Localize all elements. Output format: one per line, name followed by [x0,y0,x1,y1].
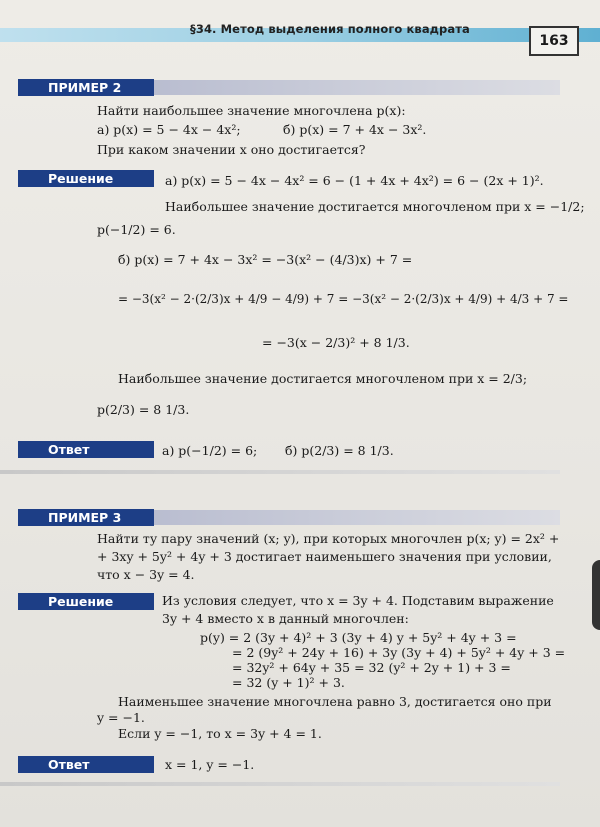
ex3-task-line2: + 3xy + 5y² + 4y + 3 достигает наименьшего значения при условии, [97,549,552,564]
ex2-task-line1: Найти наибольшее значение многочлена p(x): [97,103,406,118]
ex2-answer-b: б) p(2/3) = 8 1/3. [285,443,394,458]
ex2-sol-b-line2: = −3(x² − 2·(2/3)x + 4/9 − 4/9) + 7 = −3(x² − 2·(2/3)x + 4/9) + 4/3 + 7 = [118,292,569,306]
ex2-sol-a-text: Наибольшее значение достигается многочленом при x = −1/2; [165,199,585,214]
ex3-sol-line1: Из условия следует, что x = 3y + 4. Подставим выражение [162,593,554,608]
ex3-concl2: y = −1. [97,710,145,725]
section-divider [0,470,560,474]
ex2-sol-b-value: p(2/3) = 8 1/3. [97,402,190,417]
ex3-concl3: Если y = −1, то x = 3y + 4 = 1. [118,726,322,741]
page-edge-shadow [592,560,600,630]
ex3-eq1: p(y) = 2 (3y + 4)² + 3 (3y + 4) y + 5y² + 4y + 3 = [200,630,517,645]
example-2-label: ПРИМЕР 2 [18,79,154,96]
ex2-sol-b-text: Наибольшее значение достигается многочленом при x = 2/3; [118,371,528,386]
ex3-eq2: = 2 (9y² + 24y + 16) + 3y (3y + 4) + 5y² + 4y + 3 = [232,645,566,660]
ex2-task-line3: При каком значении x оно достигается? [97,142,366,157]
example-3-stripe [150,510,560,525]
ex3-solution-label: Решение [18,593,154,610]
ex2-answer-label: Ответ [18,441,154,458]
ex3-answer-label: Ответ [18,756,154,773]
ex3-task-line3: что x − 3y = 4. [97,567,195,582]
ex3-eq4: = 32 (y + 1)² + 3. [232,675,345,690]
example-3-label: ПРИМЕР 3 [18,509,154,526]
ex3-task-line1: Найти ту пару значений (x; y), при которых многочлен p(x; y) = 2x² + [97,531,560,546]
bottom-divider [0,782,560,786]
ex2-solution-label: Решение [18,170,154,187]
ex3-eq3: = 32y² + 64y + 35 = 32 (y² + 2y + 1) + 3 = [232,660,511,675]
ex3-concl1: Наименьшее значение многочлена равно 3, достигается оно при [118,694,552,709]
page-number: 163 [529,26,579,56]
ex2-sol-b-line1: б) p(x) = 7 + 4x − 3x² = −3(x² − (4/3)x) + 7 = [118,252,413,267]
ex2-sol-a-line: а) p(x) = 5 − 4x − 4x² = 6 − (1 + 4x + 4x²) = 6 − (2x + 1)². [165,173,544,188]
example-2-stripe [150,80,560,95]
ex2-task-b: б) p(x) = 7 + 4x − 3x². [283,122,427,137]
ex2-sol-b-line3: = −3(x − 2/3)² + 8 1/3. [262,335,410,350]
ex2-task-a: а) p(x) = 5 − 4x − 4x²; [97,122,241,137]
section-title: §34. Метод выделения полного квадрата [190,22,470,36]
ex3-answer: x = 1, y = −1. [165,757,255,772]
ex2-sol-a-value: p(−1/2) = 6. [97,222,176,237]
ex2-answer-a: а) p(−1/2) = 6; [162,443,258,458]
ex3-sol-line2: 3y + 4 вместо x в данный многочлен: [162,611,409,626]
